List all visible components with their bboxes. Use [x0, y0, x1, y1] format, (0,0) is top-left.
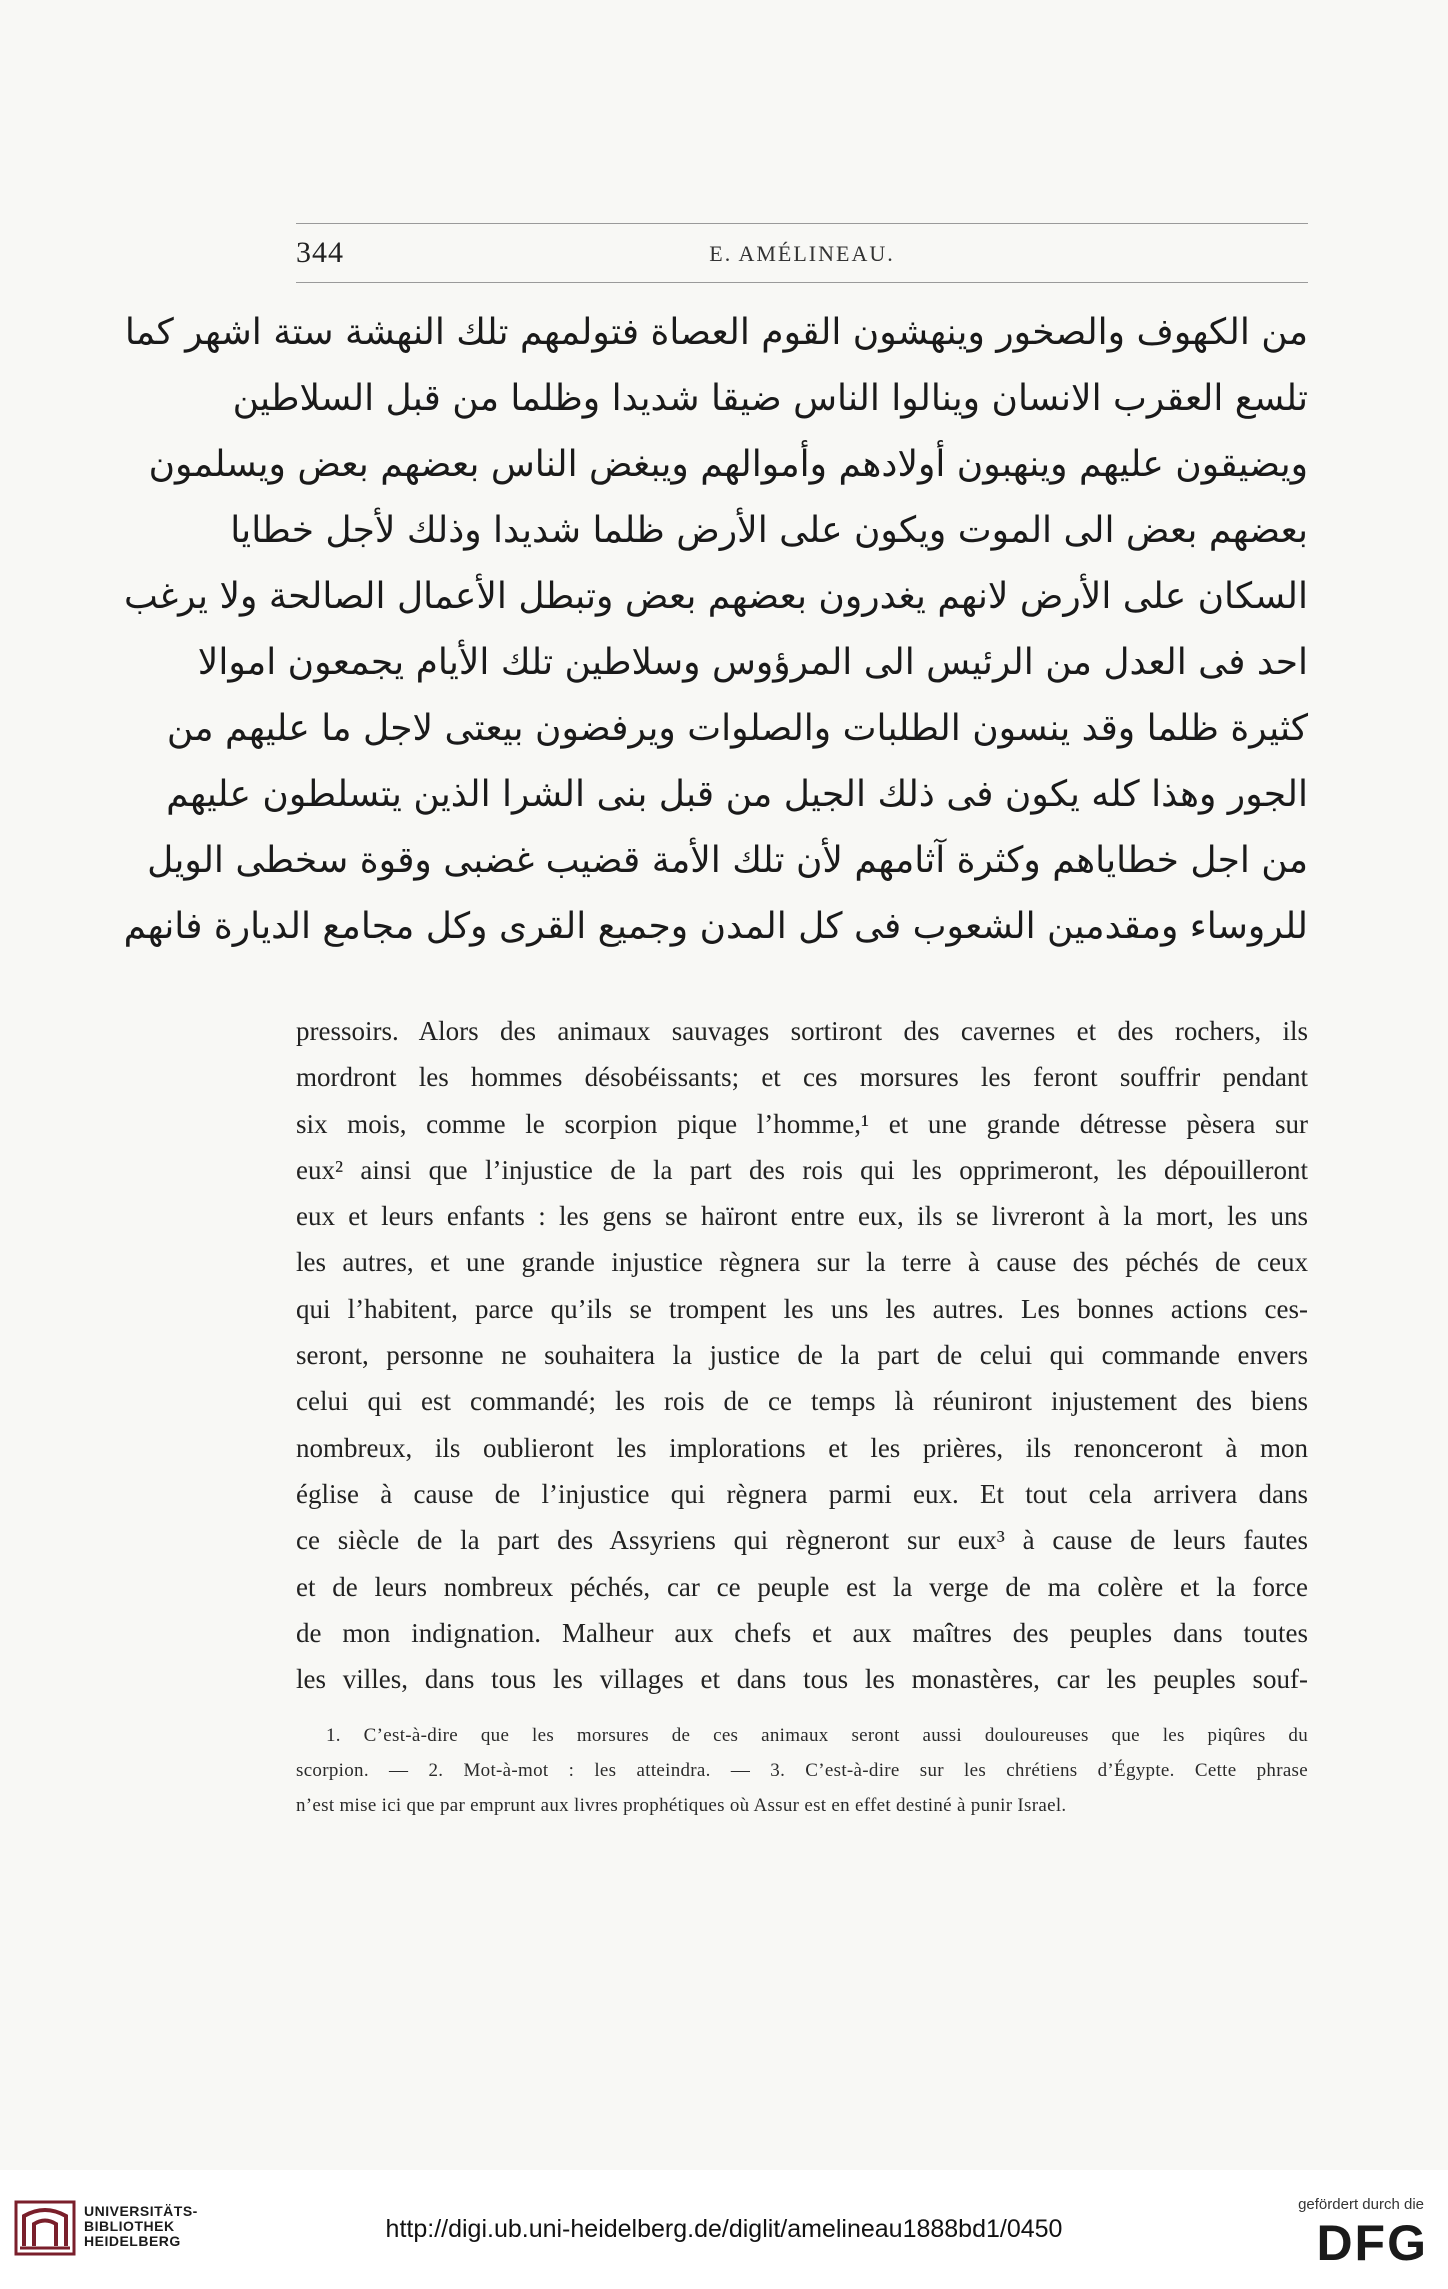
french-line: mordront les hommes désobéissants; et ces morsures les feront souffrir pendant	[296, 1062, 1308, 1093]
arabic-line: تلسع العقرب الانسان وينالوا الناس ضيقا شديدا وظلما من قبل السلاطين	[232, 378, 1308, 419]
arabic-line: الجور وهذا كله يكون فى ذلك الجيل من قبل بنى الشرا الذين يتسلطون عليهم	[166, 774, 1308, 815]
french-line: les autres, et une grande injustice règnera sur la terre à cause des péchés de ceux	[296, 1247, 1308, 1278]
footnote-line: n’est mise ici que par emprunt aux livres prophétiques où Assur est en effet destiné à punir Israel.	[296, 1795, 1067, 1816]
arabic-line: من اجل خطاياهم وكثرة آثامهم لأن تلك الأمة قضيب غضبى وقوة سخطى الويل	[147, 840, 1308, 881]
viewer-footer	[0, 2170, 1448, 2289]
arabic-line: من الكهوف والصخور وينهشون القوم العصاة فتولمهم تلك النهشة ستة اشهر كما	[124, 312, 1308, 353]
funding-label: gefördert durch die	[1298, 2196, 1424, 2213]
footnote-line: scorpion. — 2. Mot-à-mot : les atteindra. — 3. C’est-à-dire sur les chrétiens d’Égypte. Cette phrase	[296, 1760, 1308, 1781]
french-line: nombreux, ils oublieront les implorations et les prières, ils renonceront à mon	[296, 1432, 1308, 1463]
permalink-url[interactable]: http://digi.ub.uni-heidelberg.de/diglit/amelineau1888bd1/0450	[385, 2215, 1063, 2243]
footnote-line: 1. C’est-à-dire que les morsures de ces animaux seront aussi douloureuses que les piqûres du	[326, 1725, 1308, 1746]
french-line: eux et leurs enfants : les gens se haïront entre eux, ils se livreront à la mort, les uns	[296, 1201, 1308, 1232]
library-name: UNIVERSITÄTS- BIBLIOTHEK HEIDELBERG	[84, 2203, 198, 2249]
french-line: eux² ainsi que l’injustice de la part des rois qui les opprimeront, les dépouilleront	[296, 1154, 1308, 1185]
french-line: six mois, comme le scorpion pique l’homme,¹ et une grande détresse pèsera sur	[296, 1108, 1308, 1139]
page-header	[296, 223, 1308, 283]
french-line: seront, personne ne souhaitera la justice de la part de celui qui commande envers	[296, 1340, 1308, 1371]
french-line: les villes, dans tous les villages et dans tous les monastères, car les peuples souf-	[296, 1664, 1308, 1695]
dfg-logo-icon: DFG	[1316, 2215, 1428, 2271]
page-number: 344	[296, 236, 344, 269]
arabic-line: ويضيقون عليهم وينهبون أولادهم وأموالهم ويبغض الناس بعضهم بعض ويسلمون	[148, 444, 1308, 485]
french-line: pressoirs. Alors des animaux sauvages sortiront des cavernes et des rochers, ils	[296, 1016, 1308, 1046]
arabic-line: بعضهم بعض الى الموت ويكون على الأرض ظلما شديدا وذلك لأجل خطايا	[230, 510, 1308, 551]
arabic-line: كثيرة ظلما وقد ينسون الطلبات والصلوات ويرفضون بيعتى لاجل ما عليهم من	[166, 708, 1308, 749]
arabic-line: السكان على الأرض لانهم يغدرون بعضهم بعض وتبطل الأعمال الصالحة ولا يرغب	[124, 576, 1308, 617]
french-line: qui l’habitent, parce qu’ils se trompent les uns les autres. Les bonnes actions ces-	[296, 1293, 1308, 1324]
footnotes	[296, 1718, 1308, 1823]
arabic-line: للروساء ومقدمين الشعوب فى كل المدن وجميع القرى وكل مجامع الديارة فانهم	[123, 906, 1308, 947]
french-line: ce siècle de la part des Assyriens qui règneront sur eux³ à cause de leurs fautes	[296, 1525, 1308, 1556]
french-translation-block	[296, 1008, 1308, 1702]
french-line: de mon indignation. Malheur aux chefs et aux maîtres des peuples dans toutes	[296, 1617, 1308, 1648]
arabic-line: احد فى العدل من الرئيس الى المرؤوس وسلاطين تلك الأيام يجمعون اموالا	[197, 642, 1308, 683]
running-head: E. AMÉLINEAU.	[709, 241, 895, 266]
arabic-text-block	[123, 300, 1308, 960]
french-line: église à cause de l’injustice qui règnera parmi eux. Et tout cela arrivera dans	[296, 1478, 1308, 1509]
french-line: celui qui est commandé; les rois de ce temps là réuniront injustement des biens	[296, 1386, 1308, 1417]
french-line: et de leurs nombreux péchés, car ce peuple est la verge de ma colère et la force	[296, 1571, 1308, 1602]
